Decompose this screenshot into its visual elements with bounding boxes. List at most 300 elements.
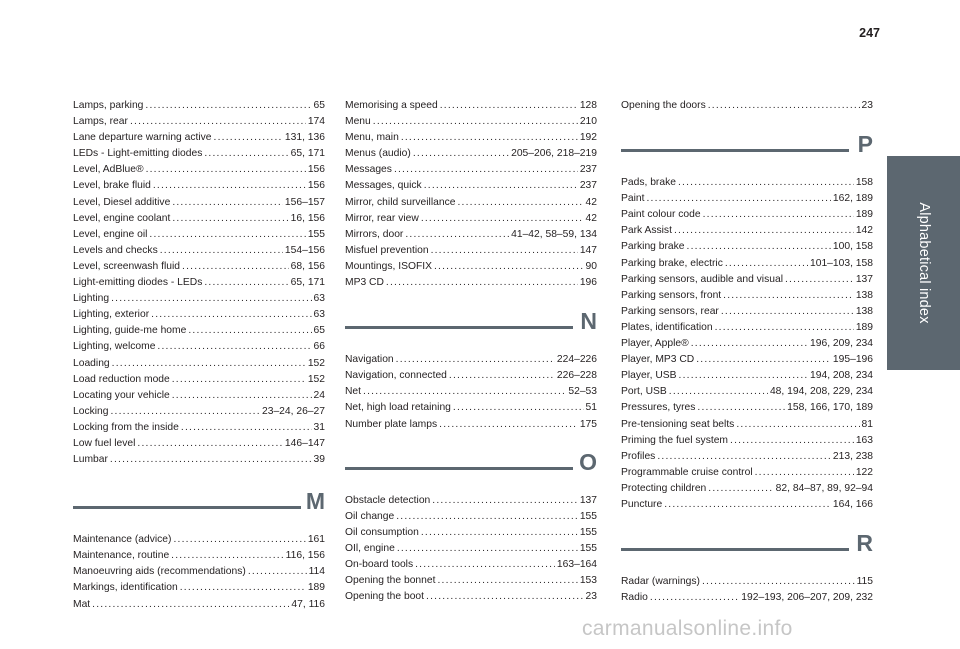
divider-rule (73, 506, 301, 509)
leader-dots (646, 191, 830, 207)
entry-term: Markings, identification (73, 582, 178, 594)
leader-dots (687, 239, 831, 255)
divider-rule (621, 548, 849, 551)
entry-term: Puncture (621, 498, 663, 510)
entry-term: Parking sensors, audible and visual (621, 273, 783, 285)
index-list (621, 175, 873, 513)
entry-term: Locking from the inside (73, 421, 179, 433)
section-letter: M (305, 488, 325, 515)
index-entry (345, 114, 597, 130)
entry-pages: 226–228 (556, 370, 597, 382)
leader-dots (92, 597, 289, 613)
index-entry (73, 580, 325, 596)
entry-term: Player, USB (621, 370, 677, 382)
entry-term: Mirror, child surveillance (345, 196, 456, 208)
index-entry (73, 388, 325, 404)
index-entry (345, 493, 597, 509)
leader-dots (204, 275, 288, 291)
entry-term: Opening the doors (621, 100, 706, 111)
index-entry (73, 211, 325, 227)
leader-dots (664, 497, 831, 513)
leader-dots (440, 98, 578, 114)
entry-term: Pre-tensioning seat belts (621, 418, 735, 430)
index-entry (621, 465, 873, 481)
leader-dots (145, 98, 311, 114)
index-entry (345, 243, 597, 259)
index-entry (621, 417, 873, 433)
index-entry (621, 239, 873, 255)
entry-term: Navigation (345, 354, 394, 366)
entry-term: Lumbar (73, 454, 108, 466)
divider-rule (345, 467, 573, 470)
index-entry (345, 368, 597, 384)
entry-term: Parking sensors, rear (621, 305, 719, 317)
letter-header-r (621, 530, 873, 568)
leader-dots (691, 336, 808, 352)
index-list (621, 574, 873, 606)
index-entry (621, 272, 873, 288)
leader-dots (721, 304, 854, 320)
divider-rule (621, 149, 849, 152)
entry-term: Mountings, ISOFIX (345, 260, 432, 272)
entry-pages: 51 (585, 402, 597, 414)
index-entry (73, 227, 325, 243)
leader-dots (723, 288, 854, 304)
leader-dots (149, 227, 305, 243)
index-entry (621, 574, 873, 590)
letter-header-o (345, 449, 597, 487)
entry-term: Level, screenwash fluid (73, 260, 181, 272)
entry-term: Messages, quick (345, 180, 422, 192)
index-entry (345, 146, 597, 162)
entry-pages: 138 (855, 305, 873, 317)
entry-term: Priming the fuel system (621, 434, 729, 446)
entry-pages: 156 (307, 180, 325, 192)
entry-term: Mirror, rear view (345, 212, 419, 224)
entry-pages: 195–196 (832, 354, 873, 366)
leader-dots (172, 195, 283, 211)
leader-dots (657, 449, 831, 465)
leader-dots (415, 557, 555, 573)
entry-term: Profiles (621, 450, 656, 462)
index-entry (621, 320, 873, 336)
entry-term: Locking (73, 405, 109, 417)
entry-term: Player, MP3 CD (621, 354, 695, 366)
leader-dots (204, 146, 288, 162)
leader-dots (172, 388, 312, 404)
leader-dots (755, 465, 854, 481)
entry-term: Park Assist (621, 225, 672, 237)
entry-pages: 82, 84–87, 89, 92–94 (775, 482, 873, 494)
leader-dots (702, 574, 855, 590)
entry-term: Menu, main (345, 132, 399, 144)
entry-pages: 224–226 (556, 354, 597, 366)
entry-term: Protecting children (621, 482, 707, 494)
entry-term: Parking sensors, front (621, 289, 722, 301)
leader-dots (153, 178, 306, 194)
leader-dots (730, 433, 854, 449)
entry-pages: 213, 238 (832, 450, 873, 462)
entry-pages: 23–24, 26–27 (262, 405, 325, 417)
leader-dots (426, 589, 584, 605)
index-entry (621, 223, 873, 239)
leader-dots (394, 162, 578, 178)
index-column-1 (73, 98, 325, 613)
leader-dots (188, 323, 311, 339)
entry-term: Radio (621, 592, 648, 604)
entry-term: Level, AdBlue® (73, 164, 144, 176)
entry-term: Net, high load retaining (345, 402, 451, 414)
entry-term: Level, engine coolant (73, 212, 171, 224)
index-entry (73, 307, 325, 323)
leader-dots (431, 243, 578, 259)
index-entry (345, 259, 597, 275)
entry-term: Opening the bonnet (345, 575, 436, 587)
index-entry (621, 433, 873, 449)
entry-pages: 142 (855, 225, 873, 237)
index-entry (73, 130, 325, 146)
index-entry (345, 400, 597, 416)
entry-term: Pads, brake (621, 177, 676, 189)
leader-dots (160, 243, 283, 259)
entry-term: Navigation, connected (345, 370, 447, 382)
entry-pages: 48, 194, 208, 229, 234 (769, 386, 873, 398)
index-entry (621, 304, 873, 320)
entry-term: Net (345, 386, 362, 398)
index-entry (73, 195, 325, 211)
leader-dots (172, 372, 306, 388)
index-entry (73, 532, 325, 548)
entry-pages: 42 (585, 196, 597, 208)
entry-pages: 152 (307, 357, 325, 369)
index-entry (345, 417, 597, 433)
entry-term: Parking brake (621, 241, 685, 253)
entry-pages: 155 (579, 510, 597, 522)
entry-term: Level, engine oil (73, 228, 148, 240)
index-entry (73, 275, 325, 291)
entry-pages: 189 (307, 582, 325, 594)
leader-dots (171, 548, 284, 564)
divider-rule (345, 326, 573, 329)
leader-dots (725, 256, 808, 272)
entry-pages: 41–42, 58–59, 134 (511, 228, 597, 240)
index-entry (621, 352, 873, 368)
index-entry (621, 207, 873, 223)
leader-dots (437, 573, 577, 589)
index-entry (621, 368, 873, 384)
entry-term: Lighting, guide-me home (73, 325, 187, 337)
leader-dots (453, 400, 584, 416)
leader-dots (396, 509, 578, 525)
leader-dots (650, 590, 739, 606)
index-entry (621, 175, 873, 191)
entry-term: Lighting (73, 293, 110, 305)
section-letter: N (580, 308, 597, 335)
entry-pages: 65, 171 (290, 148, 325, 160)
leader-dots (736, 417, 859, 433)
index-entry (621, 590, 873, 606)
leader-dots (137, 436, 283, 452)
leader-dots (214, 130, 283, 146)
index-entry (73, 98, 325, 114)
entry-term: Oil change (345, 510, 395, 522)
entry-pages: 42 (585, 212, 597, 224)
index-entry (345, 384, 597, 400)
entry-pages: 137 (855, 273, 873, 285)
leader-dots (112, 356, 306, 372)
index-entry (73, 452, 325, 468)
entry-term: On-board tools (345, 558, 414, 570)
entry-term: Mat (73, 598, 91, 610)
index-list (73, 532, 325, 612)
index-entry (73, 291, 325, 307)
entry-pages: 192–193, 206–207, 209, 232 (741, 592, 873, 604)
leader-dots (130, 114, 306, 130)
entry-pages: 196 (579, 277, 597, 289)
entry-term: Maintenance, routine (73, 550, 170, 562)
entry-term: Light-emitting diodes - LEDs (73, 277, 203, 289)
entry-pages: 196, 209, 234 (810, 338, 873, 350)
entry-term: Parking brake, electric (621, 257, 723, 269)
index-column-3 (621, 98, 873, 606)
leader-dots (182, 259, 289, 275)
entry-pages: 100, 158 (832, 241, 873, 253)
leader-dots (151, 307, 311, 323)
entry-term: Port, USB (621, 386, 667, 398)
entry-term: Player, Apple® (621, 338, 689, 350)
index-list (621, 98, 873, 114)
entry-pages: 137 (579, 494, 597, 506)
entry-pages: 81 (861, 418, 873, 430)
entry-term: Menus (audio) (345, 148, 411, 160)
index-entry (621, 400, 873, 416)
entry-pages: 164, 166 (832, 498, 873, 510)
section-letter: R (856, 530, 873, 557)
entry-term: Plates, identification (621, 321, 713, 333)
leader-dots (181, 420, 312, 436)
index-entry (73, 597, 325, 613)
entry-pages: 63 (313, 309, 325, 321)
leader-dots (110, 452, 312, 468)
entry-term: Manoeuvring aids (recommendations) (73, 566, 246, 578)
index-entry (73, 356, 325, 372)
entry-pages: 155 (579, 526, 597, 538)
entry-pages: 68, 156 (290, 260, 325, 272)
index-list (345, 98, 597, 291)
leader-dots (678, 175, 854, 191)
entry-pages: 16, 156 (290, 212, 325, 224)
index-entry (73, 339, 325, 355)
index-entry (73, 548, 325, 564)
index-entry (621, 191, 873, 207)
entry-term: Messages (345, 164, 392, 176)
index-entry (73, 372, 325, 388)
entry-term: Menu (345, 116, 371, 128)
entry-pages: 154–156 (284, 244, 325, 256)
entry-term: Levels and checks (73, 244, 158, 256)
entry-pages: 115 (856, 576, 873, 588)
entry-pages: 65 (313, 325, 325, 337)
entry-pages: 205–206, 218–219 (511, 148, 597, 160)
entry-term: Paint colour code (621, 209, 701, 221)
entry-pages: 192 (579, 132, 597, 144)
leader-dots (172, 211, 288, 227)
entry-term: Programmable cruise control (621, 466, 753, 478)
entry-pages: 52–53 (568, 386, 597, 398)
section-letter: P (857, 131, 873, 158)
leader-dots (386, 275, 578, 291)
index-entry (73, 178, 325, 194)
entry-term: Number plate lamps (345, 418, 438, 430)
entry-pages: 175 (579, 418, 597, 430)
leader-dots (449, 368, 555, 384)
index-entry (73, 146, 325, 162)
entry-pages: 131, 136 (284, 132, 325, 144)
leader-dots (439, 417, 578, 433)
index-entry (621, 336, 873, 352)
page-number: 247 (859, 26, 880, 40)
index-entry (345, 352, 597, 368)
entry-pages: 153 (579, 575, 597, 587)
entry-term: Misfuel prevention (345, 244, 429, 256)
index-list (345, 352, 597, 432)
index-entry (73, 162, 325, 178)
leader-dots (111, 291, 311, 307)
leader-dots (396, 352, 555, 368)
leader-dots (146, 162, 306, 178)
entry-pages: 23 (585, 591, 597, 603)
entry-term: Pressures, tyres (621, 402, 696, 414)
entry-term: Lane departure warning active (73, 132, 212, 144)
leader-dots (696, 352, 831, 368)
entry-term: Opening the boot (345, 591, 425, 603)
leader-dots (413, 146, 509, 162)
index-entry (621, 288, 873, 304)
leader-dots (703, 207, 854, 223)
letter-header-n (345, 308, 597, 346)
leader-dots (785, 272, 854, 288)
entry-term: Radar (warnings) (621, 576, 700, 588)
leader-dots (248, 564, 307, 580)
entry-term: Mirrors, door (345, 228, 404, 240)
index-entry (621, 98, 873, 114)
index-entry (345, 162, 597, 178)
section-letter: O (579, 448, 597, 475)
index-entry (73, 243, 325, 259)
entry-pages: 156 (307, 164, 325, 176)
entry-term: Low fuel level (73, 437, 136, 449)
entry-pages: 189 (855, 209, 873, 221)
index-entry (73, 259, 325, 275)
letter-header-p (621, 131, 873, 169)
entry-pages: 138 (855, 289, 873, 301)
entry-term: Load reduction mode (73, 373, 170, 385)
entry-term: Locating your vehicle (73, 389, 170, 401)
entry-term: LEDs - Light-emitting diodes (73, 148, 203, 160)
leader-dots (697, 400, 785, 416)
leader-dots (708, 98, 860, 114)
index-entry (345, 98, 597, 114)
leader-dots (373, 114, 578, 130)
entry-term: Loading (73, 357, 110, 369)
leader-dots (180, 580, 306, 596)
leader-dots (173, 532, 305, 548)
leader-dots (363, 384, 566, 400)
leader-dots (715, 320, 854, 336)
index-entry (73, 323, 325, 339)
entry-pages: 101–103, 158 (810, 257, 873, 269)
index-entry (345, 525, 597, 541)
entry-term: Oil consumption (345, 526, 419, 538)
leader-dots (157, 339, 311, 355)
leader-dots (397, 541, 578, 557)
index-entry (345, 227, 597, 243)
index-entry (345, 275, 597, 291)
entry-term: Lighting, welcome (73, 341, 156, 353)
entry-pages: 47, 116 (291, 598, 325, 610)
index-entry (345, 130, 597, 146)
index-entry (621, 497, 873, 513)
index-entry (345, 573, 597, 589)
leader-dots (679, 368, 809, 384)
letter-header-m (73, 488, 325, 526)
leader-dots (674, 223, 854, 239)
index-entry (345, 509, 597, 525)
leader-dots (421, 211, 584, 227)
entry-pages: 155 (307, 228, 325, 240)
entry-term: Paint (621, 193, 645, 205)
index-column-2 (345, 98, 597, 605)
entry-pages: 23 (861, 100, 873, 111)
leader-dots (434, 259, 584, 275)
leader-dots (432, 493, 578, 509)
entry-term: Level, Diesel additive (73, 196, 171, 208)
entry-term: Lighting, exterior (73, 309, 150, 321)
index-entry (345, 589, 597, 605)
index-entry (73, 436, 325, 452)
index-entry (621, 481, 873, 497)
entry-pages: 128 (579, 100, 597, 111)
entry-pages: 155 (579, 542, 597, 554)
index-list (73, 98, 325, 468)
index-entry (345, 557, 597, 573)
index-entry (621, 449, 873, 465)
entry-pages: 65, 171 (290, 277, 325, 289)
leader-dots (424, 178, 578, 194)
entry-pages: 114 (308, 566, 325, 578)
entry-term: Memorising a speed (345, 100, 438, 111)
index-entry (345, 541, 597, 557)
index-entry (73, 420, 325, 436)
entry-pages: 63 (313, 293, 325, 305)
entry-pages: 174 (307, 116, 325, 128)
index-entry (73, 564, 325, 580)
index-entry (621, 384, 873, 400)
entry-pages: 116, 156 (285, 550, 325, 562)
entry-pages: 156–157 (284, 196, 325, 208)
entry-term: Maintenance (advice) (73, 534, 172, 546)
entry-pages: 162, 189 (832, 193, 873, 205)
entry-pages: 237 (579, 180, 597, 192)
index-entry (345, 195, 597, 211)
entry-term: Lamps, parking (73, 100, 144, 111)
section-tab-label: Alphabetical index (916, 202, 932, 324)
leader-dots (111, 404, 261, 420)
leader-dots (405, 227, 509, 243)
entry-pages: 66 (313, 341, 325, 353)
entry-pages: 163 (855, 434, 873, 446)
leader-dots (401, 130, 578, 146)
